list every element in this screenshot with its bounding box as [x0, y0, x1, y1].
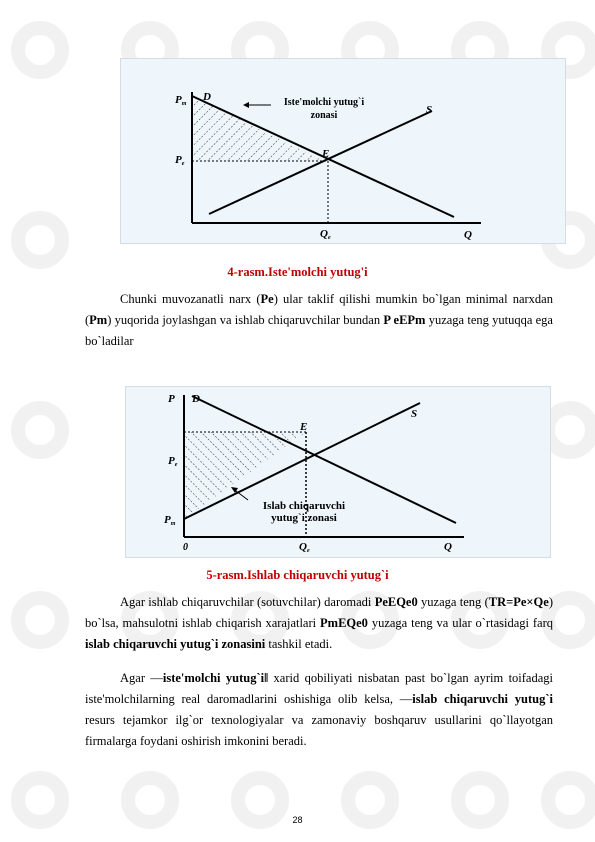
equilibrium-label: E: [322, 148, 330, 160]
supply-label: S: [426, 104, 433, 116]
y-axis-label: P: [168, 393, 175, 405]
consumer-surplus-figure: [120, 58, 566, 244]
qe-label: Q: [320, 228, 328, 240]
demand-label: D: [203, 91, 211, 103]
svg-text:Pe: Pe: [168, 455, 178, 468]
svg-text:Qe: Qe: [299, 541, 310, 554]
pm-label: P: [164, 514, 171, 526]
paragraph-1: Chunki muvozanatli narx (Pe) ular taklif qilishi mumkin bo`lgan minimal narxdan (Pm) yuqorida joylashgan va ishlab chiqaruvchilar bundan P eEPm yuzaga teng yutuqqa ega bo`ladilar: [85, 292, 553, 348]
qe-label: Q: [299, 541, 307, 553]
svg-text:Pm: Pm: [175, 94, 187, 107]
equilibrium-label: E: [300, 421, 308, 433]
y-axis-label: P: [175, 94, 182, 106]
zone-pointer: [236, 491, 248, 500]
demand-label: D: [192, 393, 200, 405]
producer-zone-label-line2: yutug`i zonasi: [271, 512, 337, 524]
page-number: 28: [292, 815, 303, 825]
svg-text:Pe: Pe: [175, 154, 185, 167]
origin-label: 0: [183, 542, 188, 553]
paragraph-3: Agar ―iste'molchi yutug`i‖ xarid qobiliyati nisbatan past bo`lgan ayrim toifadagi iste'molchilarning real daromadlarini oshishiga olib kelsa, ―islab chiqaruvchi yutug`i resurs tejamkor ilg`or texnologiyalar va zamonaviy boshqaruv usullarini qo`llayotgan firmalarga foydani oshirish imkonini beradi.: [85, 671, 553, 748]
pe-label: P: [168, 455, 175, 467]
x-axis-label: Q: [444, 541, 452, 553]
producer-surplus-figure: [125, 386, 551, 558]
zone-pointer-arrowhead: [243, 102, 249, 108]
svg-text:Qe: Qe: [320, 228, 331, 241]
x-axis-label: Q: [464, 229, 472, 241]
figure1-caption: 4-rasm.Iste'molchi yutug'i: [227, 265, 368, 279]
pe-label: P: [175, 154, 182, 166]
figure2-caption: 5-rasm.Ishlab chiqaruvchi yutug`i: [206, 568, 389, 582]
consumer-zone-label-line1: Iste'molchi yutug`i: [283, 97, 365, 108]
producer-zone-label-line1: Islab chiqaruvchi: [262, 500, 346, 512]
supply-label: S: [411, 408, 418, 420]
svg-text:Pm: Pm: [164, 514, 176, 527]
paragraph-2: Agar ishlab chiqaruvchilar (sotuvchilar) daromadi PeEQe0 yuzaga teng (TR=Pe×Qe) bo`lsa, mahsulotni ishlab chiqarish xarajatlari PmEQe0 yuzaga teng va ular o`rtasidagi farq islab chiqaruvchi yutug`i zonasini tashkil etadi.: [85, 595, 554, 651]
consumer-zone-label-line2: zonasi: [310, 110, 338, 121]
